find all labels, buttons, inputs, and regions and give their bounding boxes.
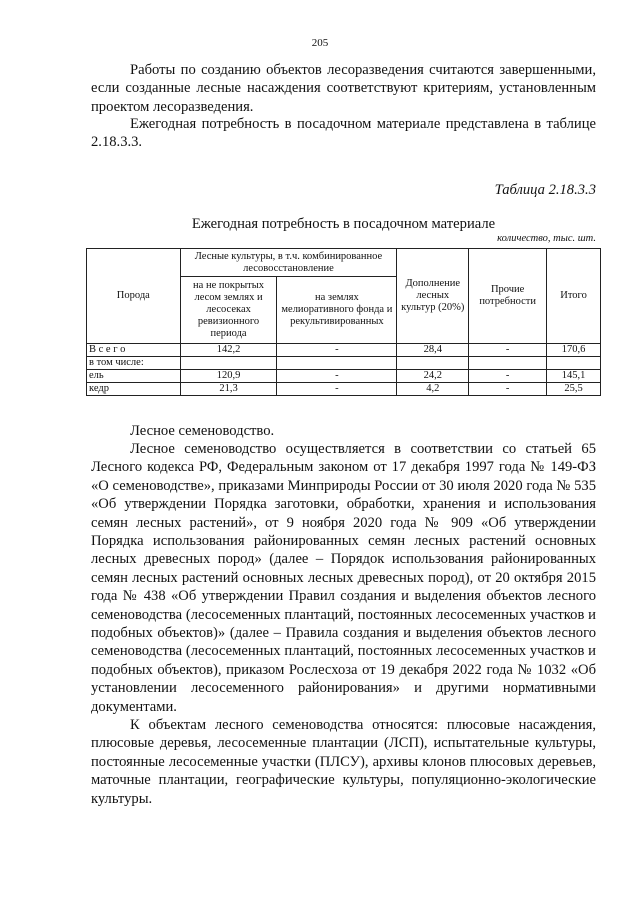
table-row <box>87 357 601 370</box>
page-number: 205 <box>311 37 329 49</box>
section-heading-seed-production: Лесное семеноводство. <box>130 423 275 439</box>
table-row <box>87 383 601 396</box>
cell-other: - <box>469 344 547 357</box>
header-uncovered-lands: на не покрытых лесом землях и лесосеках ревизионного периода <box>180 277 277 344</box>
header-total: Итого <box>547 249 601 344</box>
cell-total: 170,6 <box>547 344 601 357</box>
table-units: количество, тыс. шт. <box>497 233 596 244</box>
paragraph-seed-production-legal-basis: Лесное семеноводство осуществляется в соответствии со статьей 65 Лесного кодекса РФ, Федеральным законом от 17 декабря 1997 года № 149-ФЗ «О семеноводстве», приказами Минприроды России от 30 июля 2020 года № 535 «Об утверждении Порядка заготовки, обработки, хранения и использования семян лесных растений», от 9 ноября 2020 года № 909 «Об утверждении Порядка использования районированных семян лесных растений основных лесных древесных пород» (далее – Порядок использования районированных семян лесных растений основных лесных древесных пород), от 20 октября 2015 года № 438 «Об утверждении Правил создания и выделения объектов лесного семеноводства (лесосеменных плантаций, постоянных лесосеменных участков и подобных объектов)» (далее – Правила создания и выделения объектов лесного семеноводства (лесосеменных плантаций, постоянных лесосеменных участков и подобных объектов), приказом Рослесхоза от 19 декабря 2022 года № 1032 «Об установлении лесосеменного районирования» и другими нормативными документами. <box>91 441 596 715</box>
cell-supplement: 24,2 <box>397 370 469 383</box>
cell-reclaimed: - <box>277 370 397 383</box>
table-row <box>87 370 601 383</box>
cell-reclaimed: - <box>277 344 397 357</box>
cell-total: 25,5 <box>547 383 601 396</box>
cell-species: кедр <box>87 383 181 396</box>
header-other-needs: Прочие потребности <box>469 249 547 344</box>
table-row <box>87 344 601 357</box>
header-supplement: Дополнение лесных культур (20%) <box>397 249 469 344</box>
cell-reclaimed <box>277 357 397 370</box>
paragraph-afforestation-completion: Работы по созданию объектов лесоразведения считаются завершенными, если созданные лесные насаждения соответствуют критериям, установленным проектом лесоразведения. <box>91 62 596 115</box>
cell-supplement: 28,4 <box>397 344 469 357</box>
header-species: Порода <box>87 249 181 344</box>
cell-other: - <box>469 370 547 383</box>
cell-total: 145,1 <box>547 370 601 383</box>
cell-supplement: 4,2 <box>397 383 469 396</box>
paragraph-seed-production-objects: К объектам лесного семеноводства относятся: плюсовые насаждения, плюсовые деревья, лесосеменные плантации (ЛСП), испытательные культуры, постоянные лесосеменные участки (ПЛСУ), архивы клонов плюсовых деревьев, маточные плантации, географические культуры, популяционно-экологические культуры. <box>91 717 596 807</box>
paragraph-planting-need: Ежегодная потребность в посадочном материале представлена в таблице 2.18.3.3. <box>91 116 596 151</box>
cell-supplement <box>397 357 469 370</box>
cell-species: ель <box>87 370 181 383</box>
cell-uncovered: 21,3 <box>180 383 277 396</box>
cell-reclaimed: - <box>277 383 397 396</box>
planting-material-table <box>86 248 601 396</box>
table-title: Ежегодная потребность в посадочном материале <box>191 216 496 232</box>
cell-total <box>547 357 601 370</box>
cell-uncovered <box>180 357 277 370</box>
cell-other: - <box>469 383 547 396</box>
cell-uncovered: 120,9 <box>180 370 277 383</box>
header-reclaimed-lands: на землях мелиоративного фонда и рекультивированных <box>277 277 397 344</box>
table-label: Таблица 2.18.3.3 <box>494 182 596 198</box>
cell-species: в том числе: <box>87 357 181 370</box>
cell-uncovered: 142,2 <box>180 344 277 357</box>
header-forest-crops-group: Лесные культуры, в т.ч. комбинированное лесовосстановление <box>180 249 397 277</box>
cell-species: В с е г о <box>87 344 181 357</box>
cell-other <box>469 357 547 370</box>
